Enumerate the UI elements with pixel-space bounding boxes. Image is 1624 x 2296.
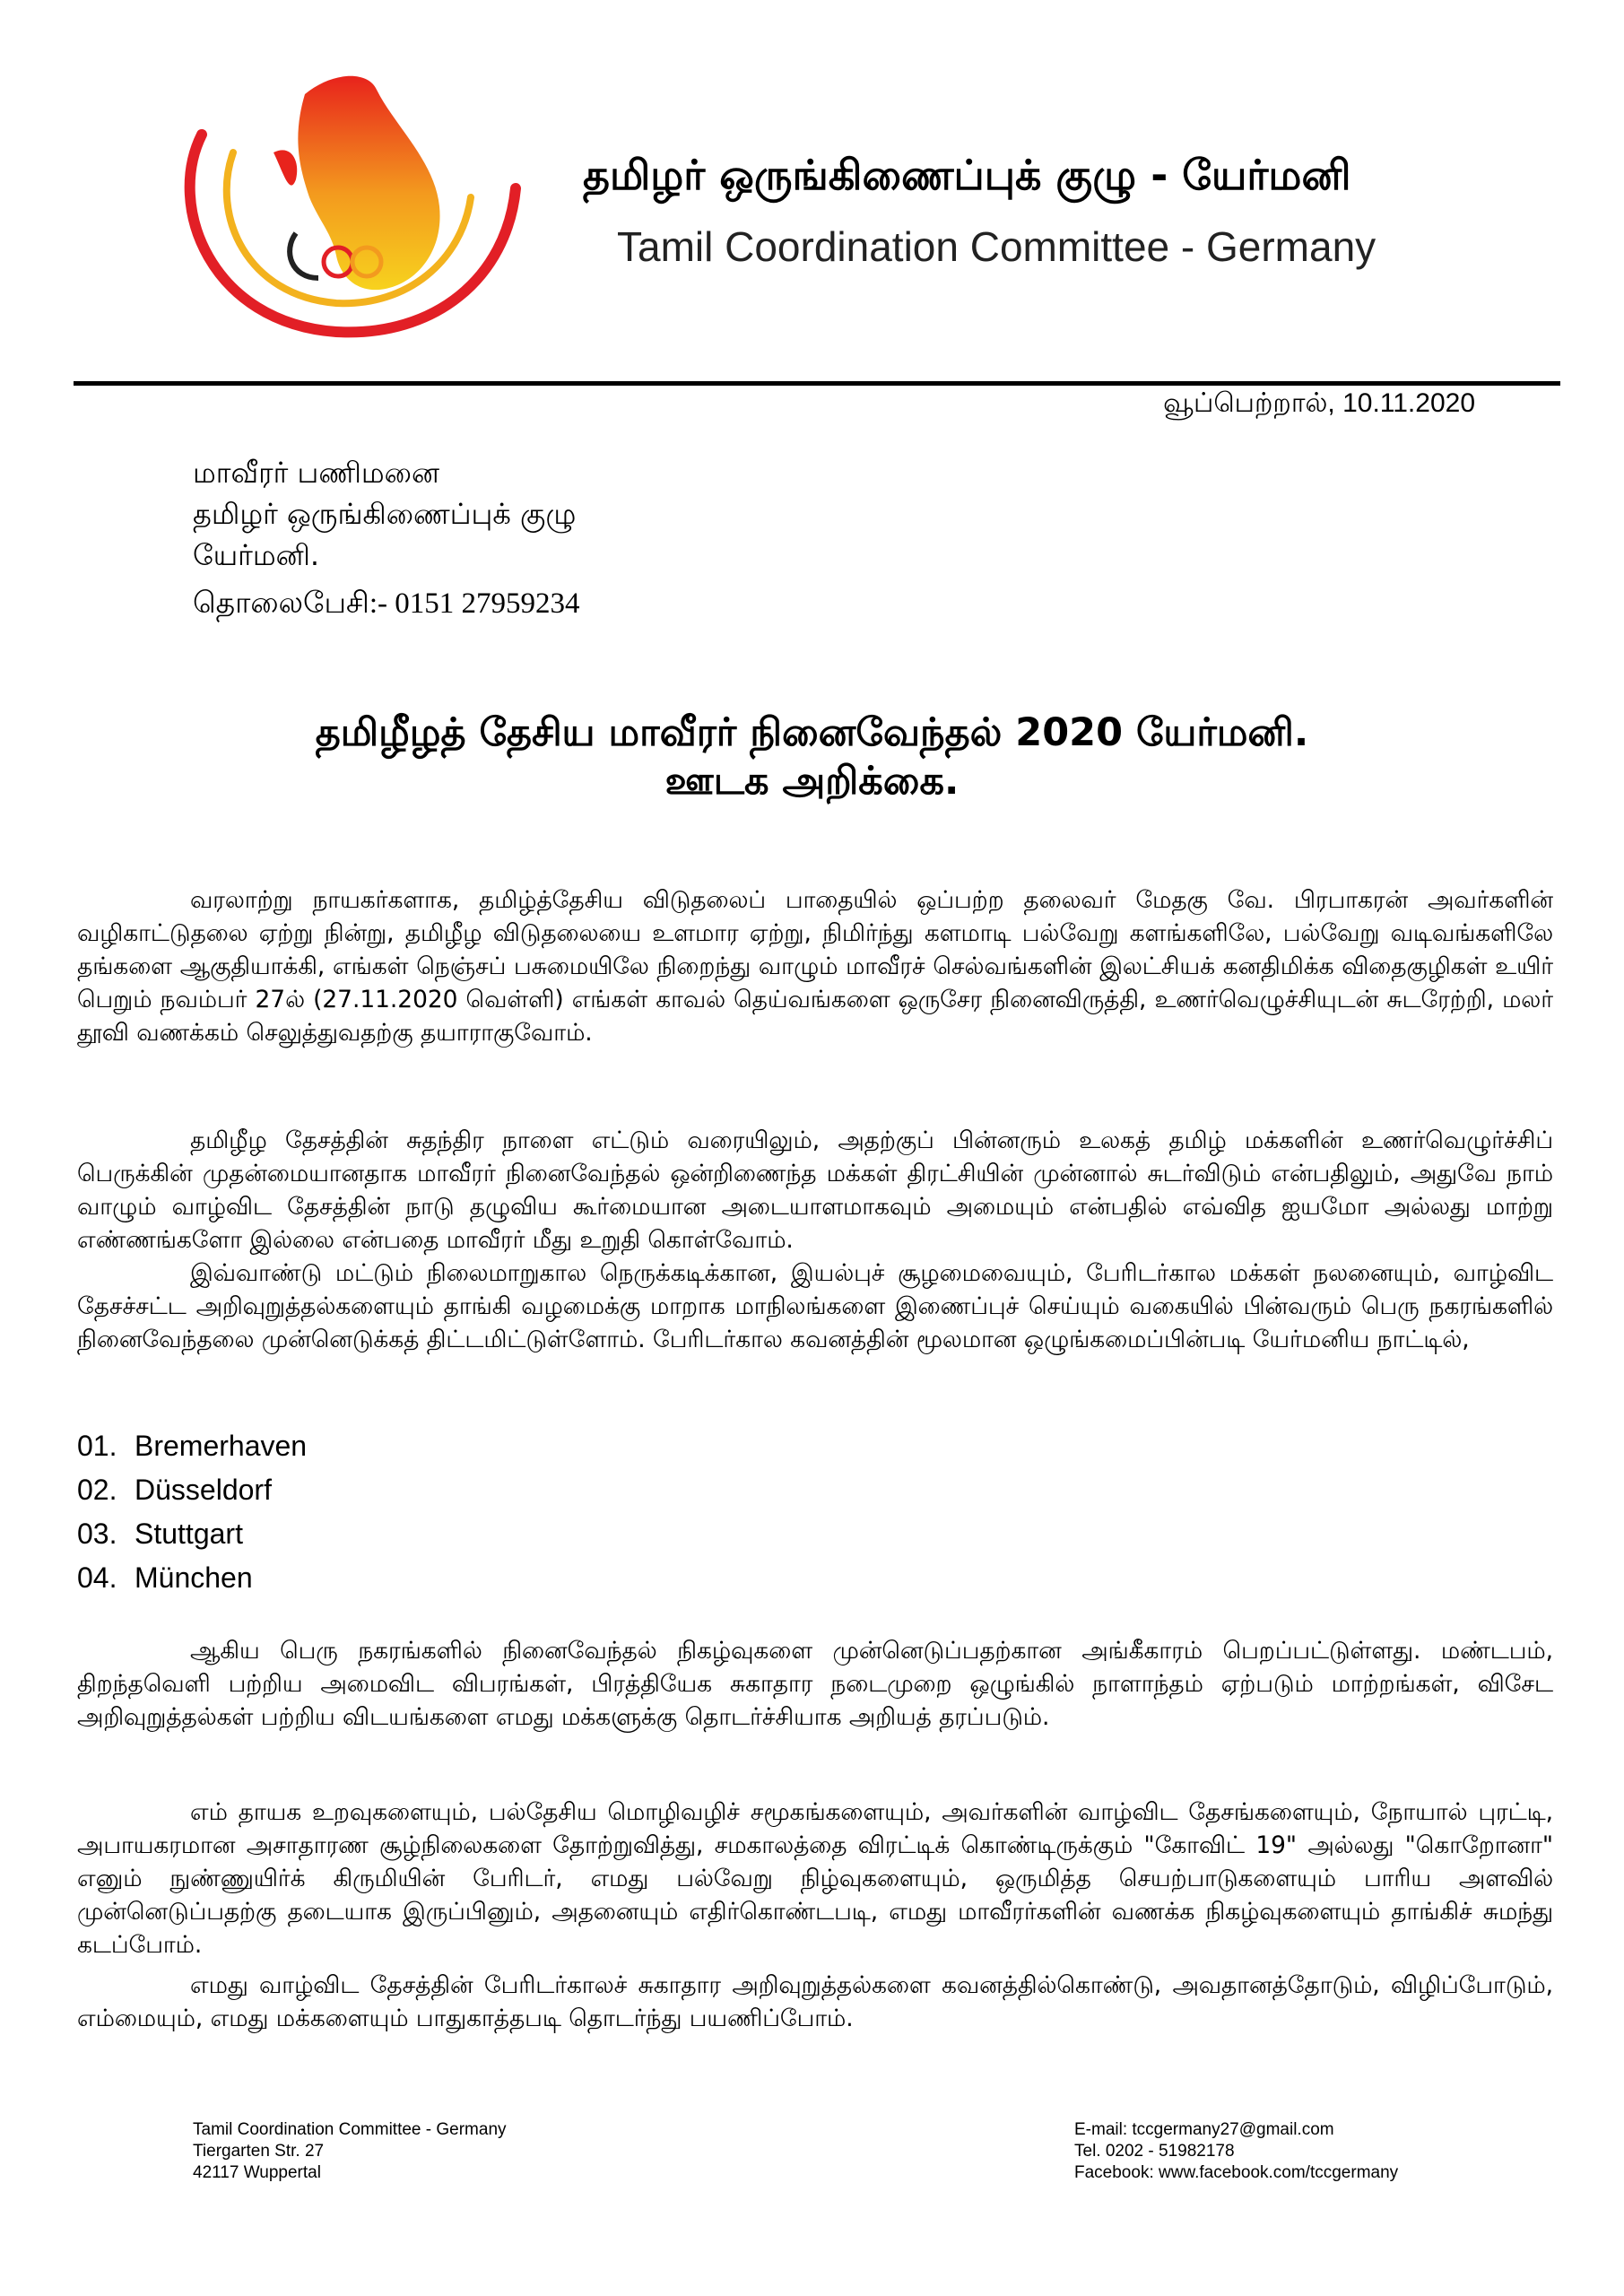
body-paragraph: இவ்வாண்டு மட்டும் நிலைமாறுகால நெருக்கடிக்கான, இயல்புச் சூழமைவையும், பேரிடர்கால மக்கள் நலனையும், வாழ்விட தேசச்சட்ட அறிவுறுத்தல்களையும் தாங்கி வழமைக்கு மாறாக மாநிலங்களை இணைப்புச் செய்யும் வகையில் பின்வரும் பெரு நகரங்களில் நினைவேந்தலை முன்னெடுக்கத் திட்டமிட்டுள்ளோம். பேரிடர்கால கவனத்தின் மூலமான ஒழுங்கமைப்பின்படி யேர்மனிய நாட்டில், (77, 1259, 1553, 1353)
footer-email[interactable]: E-mail: tccgermany27@gmail.com (1074, 2120, 1334, 2139)
title-line: ஊடக அறிக்கை. (664, 759, 960, 804)
body-paragraph: எம் தாயக உறவுகளையும், பல்தேசிய மொழிவழிச் சமூகங்களையும், அவர்களின் வாழ்விட தேசங்களையும், நோயால் புரட்டி, அபாயகரமான அசாதாரண சூழ்நிலைகளை தோற்றுவித்து, சமகாலத்தை விரட்டிக் கொண்டிருக்கும் "கோவிட் 19" அல்லது "கொறோனா" எனும் நுண்ணுயிர்க் கிருமியின் பேரிடர், எமது பல்வேறு நிழ்வுகளையும், ஒருமித்த செயற்பாடுகளையும் பாரிய அளவில் முன்னெடுப்பதற்கு தடையாக இருப்பினும், அதனையும் எதிர்கொண்டபடி, எமது மாவீரர்களின் வணக்க நிகழ்வுகளையும் தாங்கிச் சுமந்து கடப்போம். (77, 1798, 1553, 1959)
footer-line: Tiergarten Str. 27 (193, 2142, 325, 2161)
list-item: 04. München (77, 1561, 253, 1594)
title-line: தமிழீழத் தேசிய மாவீரர் நினைவேந்தல் 2020 யேர்மனி. (315, 710, 1309, 755)
footer-contact (1074, 2119, 1398, 2184)
logo-initials: TCC (327, 321, 329, 322)
org-name-tamil: தமிழர் ஒருங்கிணைப்புக் குழு - யேர்மனி (583, 151, 1351, 199)
sender-line: யேர்மனி. (193, 538, 320, 572)
footer-address (193, 2119, 507, 2184)
date-line: வூப்பெற்றால், 10.11.2020 (1163, 388, 1475, 418)
tcc-logo (148, 54, 578, 341)
body-paragraph: ஆகிய பெரு நகரங்களில் நினைவேந்தல் நிகழ்வுகளை முன்னெடுப்பதற்கான அங்கீகாரம் பெறப்பட்டுள்ளது. மண்டபம், திறந்தவெளி பற்றிய அமைவிட விபரங்கள், பிரத்தியேக சுகாதார நடைமுறை ஒழுங்கில் நாளாந்தம் ஏற்படும் மாற்றங்கள், விசேட அறிவுறுத்தல்கள் பற்றிய விடயங்களை எமது மக்களுக்கு தொடர்ச்சியாக அறியத் தரப்படும். (77, 1637, 1553, 1731)
body-paragraph: எமது வாழ்விட தேசத்தின் பேரிடர்காலச் சுகாதார அறிவுறுத்தல்களை கவனத்தில்கொண்டு, அவதானத்தோடும், விழிப்போடும், எம்மையும், எமது மக்களையும் பாதுகாத்தபடி தொடர்ந்து பயணிப்போம். (77, 1971, 1553, 2032)
list-item: 02. Düsseldorf (77, 1474, 272, 1506)
list-item: 01. Bremerhaven (77, 1430, 308, 1462)
logo-tcc-mark (290, 233, 318, 278)
footer-line: 42117 Wuppertal (193, 2163, 321, 2182)
footer-line: Tamil Coordination Committee - Germany (193, 2120, 507, 2139)
sender-phone: தொலைபேசி:- 0151 27959234 (193, 587, 580, 620)
footer-facebook[interactable]: Facebook: www.facebook.com/tccgermany (1074, 2163, 1399, 2182)
sender-line: மாவீரர் பணிமனை (193, 456, 439, 490)
document-title (0, 709, 1624, 805)
header-divider (74, 381, 1560, 386)
list-item: 03. Stuttgart (77, 1518, 243, 1550)
city-list (77, 1424, 307, 1600)
org-name-english: Tamil Coordination Committee - Germany (617, 223, 1376, 270)
sender-block (193, 452, 580, 624)
sender-line: தமிழர் ஒருங்கிணைப்புக் குழு (193, 497, 577, 531)
body-paragraph: வரலாற்று நாயகர்களாக, தமிழ்த்தேசிய விடுதலைப் பாதையில் ஒப்பற்ற தலைவர் மேதகு வே. பிரபாகரன் அவர்களின் வழிகாட்டுதலை ஏற்று நின்று, தமிழீழ விடுதலையை உளமார ஏற்று, நிமிர்ந்து களமாடி பல்வேறு களங்களிலே, பல்வேறு வடிவங்களிலே தங்களை ஆகுதியாக்கி, எங்கள் நெஞ்சப் பசுமையிலே நிறைந்து வாழும் மாவீரச் செல்வங்களின் இலட்சியக் கனதிமிக்க விதைகுழிகள் உயிர் பெறும் நவம்பர் 27ல் (27.11.2020 வெள்ளி) எங்கள் காவல் தெய்வங்களை ஒருசேர நினைவிருத்தி, உணர்வெழுச்சியுடன் சுடரேற்றி, மலர் தூவி வணக்கம் செலுத்துவதற்கு தயாராகுவோம். (77, 886, 1553, 1047)
logo-island-flame (298, 76, 439, 290)
footer-tel: Tel. 0202 - 51982178 (1074, 2142, 1235, 2161)
body-paragraph: தமிழீழ தேசத்தின் சுதந்திர நாளை எட்டும் வரையிலும், அதற்குப் பின்னரும் உலகத் தமிழ் மக்களின் உணர்வெழுர்ச்சிப் பெருக்கின் முதன்மையானதாக மாவீரர் நினைவேந்தல் ஒன்றிணைந்த மக்கள் திரட்சியின் முன்னால் சுடர்விடும் என்பதிலும், அதுவே நாம் வாழும் வாழ்விட தேசத்தின் நாடு தழுவிய கூர்மையான அடையாளமாகவும் அமையும் என்பதில் எவ்வித ஐயமோ அல்லது மாற்று எண்ணங்களோ இல்லை என்பதை மாவீரர் மீது உறுதி கொள்வோம். (77, 1126, 1553, 1254)
